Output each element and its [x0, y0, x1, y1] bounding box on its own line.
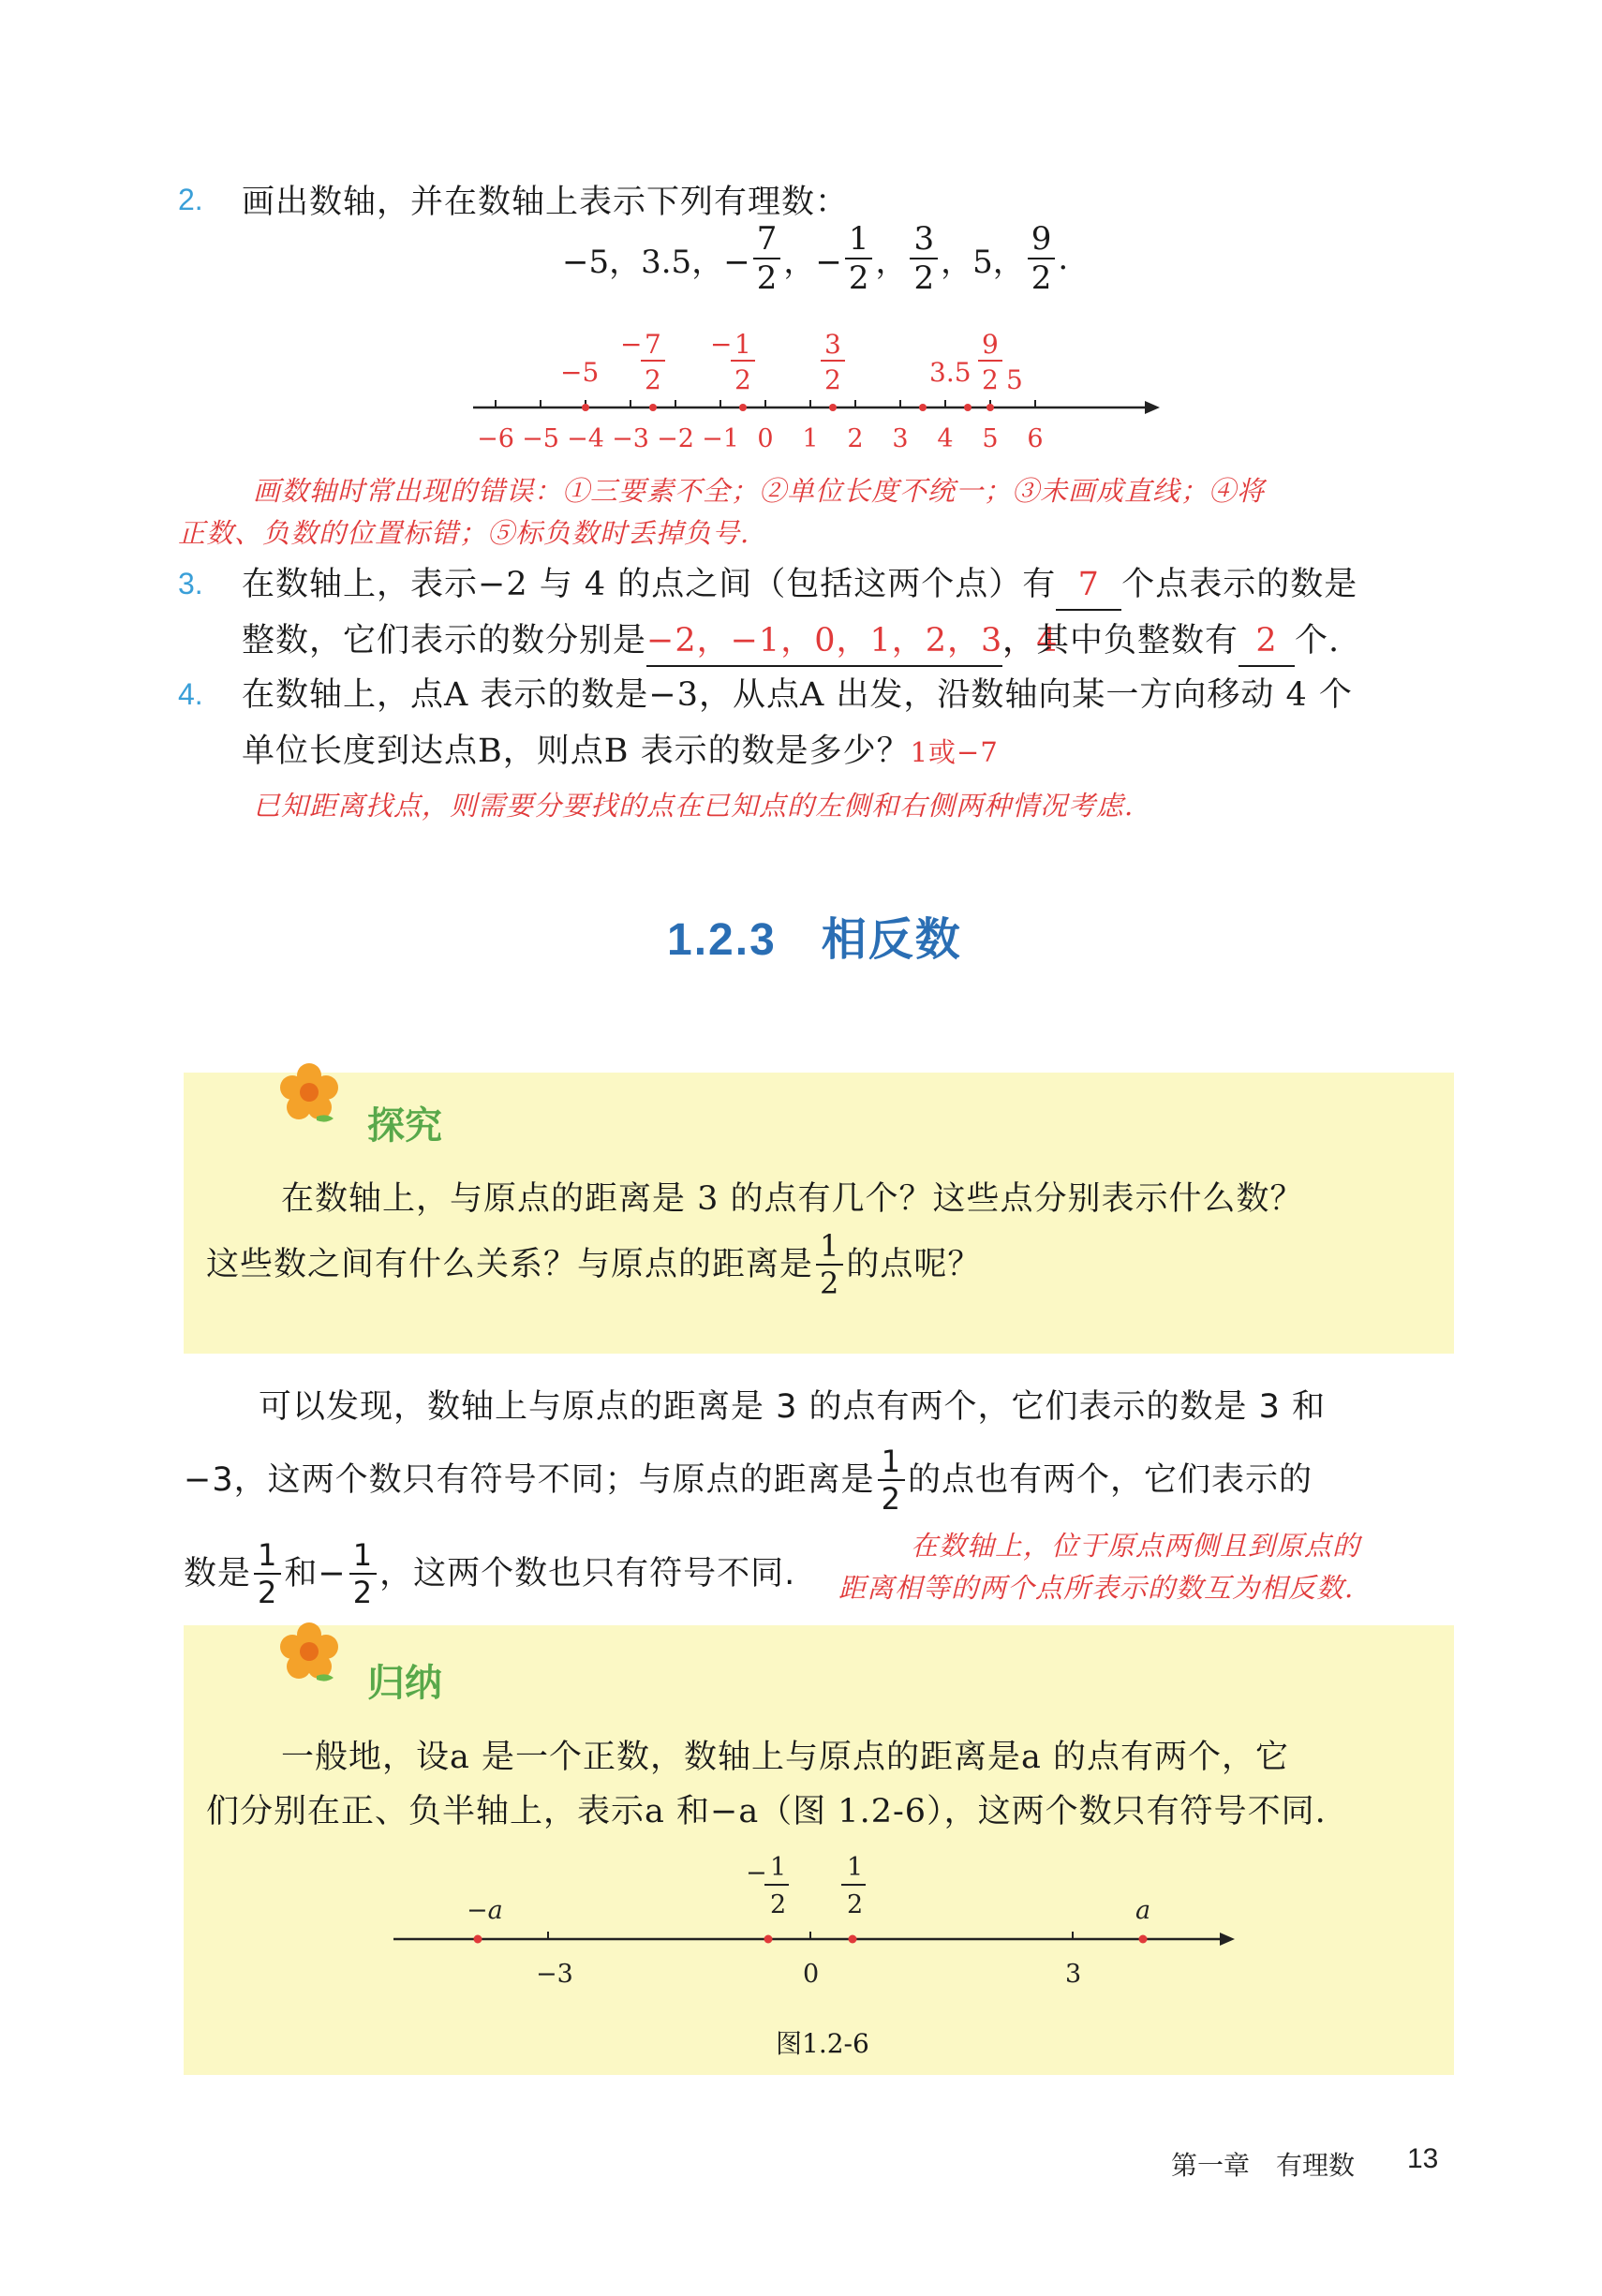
fraction [845, 220, 873, 297]
point-half [849, 1935, 857, 1944]
list-sep: ， [875, 243, 908, 281]
point [986, 404, 994, 411]
text-segment: 数是 [184, 1555, 252, 1592]
tick-label: 6 [1027, 424, 1044, 453]
numerator: 7 [753, 223, 781, 259]
answer-number-line [459, 323, 1171, 464]
fraction [254, 1537, 281, 1610]
point-neg-half [764, 1935, 773, 1944]
fraction [910, 220, 938, 297]
point-a [1139, 1935, 1148, 1944]
denominator: 2 [848, 259, 869, 297]
tick-label: −3 [612, 424, 649, 453]
text-segment: 单位长度到达点B，则点B 表示的数是多少？ [242, 733, 911, 770]
point [582, 404, 589, 411]
chapter-label: 第一章 有理数 [1171, 2150, 1356, 2181]
label: 7 [645, 329, 661, 360]
answer-blank: 7 [1056, 560, 1121, 611]
flower-icon [272, 1616, 347, 1691]
denominator: 2 [913, 259, 935, 297]
list-text: −5，3.5，− [562, 243, 750, 281]
label: 2 [734, 364, 751, 395]
label: 2 [982, 364, 999, 395]
explore-text: 在数轴上，与原点的距离是 3 的点有几个？这些点分别表示什么数？ [281, 1180, 1304, 1218]
numerator: 9 [1028, 223, 1056, 259]
tick-label: 3 [892, 424, 909, 453]
tick-label: −1 [702, 424, 739, 453]
label-neg-a: −a [467, 1896, 503, 1925]
text-segment: 和− [284, 1555, 347, 1592]
question-text [242, 727, 999, 777]
arrow-icon [1220, 1933, 1235, 1946]
section-title [667, 903, 962, 968]
handwritten-note: 正数、负数的位置标错；⑤标负数时丢掉负号. [178, 517, 750, 549]
denominator: 2 [352, 1575, 374, 1610]
label: 3.5 [929, 357, 972, 388]
number-list [562, 220, 1069, 297]
section-number: 1.2.3 [667, 915, 777, 965]
label: 3 [824, 329, 841, 360]
denominator: 2 [820, 1266, 840, 1301]
label-den: 2 [770, 1890, 787, 1919]
fraction [816, 1228, 843, 1301]
page-number: 13 [1407, 2143, 1439, 2174]
label: 9 [982, 329, 999, 360]
numerator: 1 [878, 1446, 905, 1481]
point-neg-a [474, 1935, 482, 1944]
label: 2 [645, 364, 661, 395]
tick-label: −4 [567, 424, 604, 453]
summary-text: 们分别在正、负半轴上，表示a 和−a（图 1.2-6），这两个数只有符号不同. [206, 1793, 1327, 1830]
label: 1 [734, 329, 751, 360]
handwritten-answer: 1或−7 [910, 736, 999, 768]
tick-label: 2 [847, 424, 864, 453]
fraction [878, 1444, 905, 1517]
figure-caption: 图1.2-6 [776, 2028, 869, 2059]
denominator: 2 [756, 259, 778, 297]
label-a: a [1135, 1896, 1151, 1925]
text-segment: 在数轴上，表示−2 与 4 的点之间（包括这两个点）有 [242, 566, 1057, 603]
tick-label: 0 [803, 1960, 820, 1989]
text-segment: 个点表示的数是 [1121, 566, 1358, 603]
body-text: 可以发现，数轴上与原点的距离是 3 的点有两个，它们表示的数是 3 和 [259, 1388, 1327, 1426]
denominator: 2 [881, 1481, 901, 1517]
point [919, 404, 927, 411]
text-segment: 的点呢？ [846, 1246, 982, 1283]
summary-title: 归纳 [367, 1663, 442, 1704]
explore-title: 探究 [367, 1105, 442, 1147]
point [739, 404, 747, 411]
text-segment: 整数，它们表示的数分别是 [242, 622, 647, 659]
body-text [184, 1433, 1313, 1527]
handwritten-note: 在数轴上，位于原点两侧且到原点的 [911, 1530, 1361, 1562]
question-text: 在数轴上，点A 表示的数是−3，从点A 出发，沿数轴向某一方向移动 4 个 [242, 676, 1353, 714]
label-num: 1 [770, 1853, 787, 1882]
question-text [242, 560, 1357, 611]
tick-label: 1 [802, 424, 819, 453]
label: −5 [560, 357, 600, 388]
numerator: 1 [845, 223, 873, 259]
tick-label: 4 [937, 424, 954, 453]
label: − [620, 329, 643, 360]
denominator: 2 [258, 1575, 278, 1610]
label-num: 1 [847, 1853, 864, 1882]
tick-label: −6 [477, 424, 514, 453]
label: 2 [824, 364, 841, 395]
tick-label: 3 [1065, 1960, 1082, 1989]
text-segment: 个. [1295, 622, 1341, 659]
question-number: 3. [178, 567, 203, 600]
tick-label: 5 [982, 424, 999, 453]
answer-blank: 2 [1239, 616, 1295, 667]
label: 5 [1006, 364, 1023, 395]
label-minus: − [746, 1859, 767, 1888]
numerator: 1 [816, 1231, 843, 1266]
point [964, 404, 972, 411]
explore-text [206, 1218, 981, 1311]
summary-text: 一般地，设a 是一个正数，数轴上与原点的距离是a 的点有两个，它 [281, 1739, 1289, 1776]
text-segment: 这些数之间有什么关系？与原点的距离是 [206, 1246, 814, 1283]
flower-icon [272, 1057, 347, 1132]
question-number: 4. [178, 677, 203, 711]
question-text [242, 616, 1340, 667]
arrow-icon [1145, 401, 1160, 414]
denominator: 2 [1031, 259, 1052, 297]
text-segment: 的点也有两个，它们表示的 [907, 1461, 1313, 1499]
label: − [710, 329, 733, 360]
handwritten-note: 画数轴时常出现的错误：①三要素不全；②单位长度不统一；③未画成直线；④将 [253, 475, 1266, 507]
list-sep: ，− [783, 243, 842, 281]
figure-number-line [384, 1845, 1246, 2005]
point [829, 404, 837, 411]
list-end: . [1058, 240, 1069, 277]
fraction [753, 220, 781, 297]
tick-label: 0 [757, 424, 774, 453]
fraction [1028, 220, 1056, 297]
question-number: 2. [178, 183, 203, 216]
body-text [184, 1527, 795, 1621]
numerator: 1 [349, 1540, 377, 1575]
point [649, 404, 657, 411]
text-segment: ，其中负整数有 [1002, 622, 1239, 659]
text-segment: −3，这两个数只有符号不同；与原点的距离是 [184, 1461, 875, 1499]
section-name: 相反数 [821, 915, 962, 965]
fraction [349, 1537, 377, 1610]
label-den: 2 [847, 1890, 864, 1919]
handwritten-note: 已知距离找点，则需要分要找的点在已知点的左侧和右侧两种情况考虑. [253, 790, 1135, 822]
tick-label: −5 [522, 424, 559, 453]
list-sep: ，5， [941, 243, 1025, 281]
answer-blank: −2，−1，0，1，2，3，4 [646, 616, 1002, 667]
tick-label: −2 [657, 424, 694, 453]
numerator: 1 [254, 1540, 281, 1575]
numerator: 3 [910, 223, 938, 259]
handwritten-note: 距离相等的两个点所表示的数互为相反数. [838, 1572, 1355, 1604]
question-text: 画出数轴，并在数轴上表示下列有理数： [242, 184, 850, 221]
tick-label: −3 [536, 1960, 573, 1989]
text-segment: ，这两个数也只有符号不同. [379, 1555, 796, 1592]
